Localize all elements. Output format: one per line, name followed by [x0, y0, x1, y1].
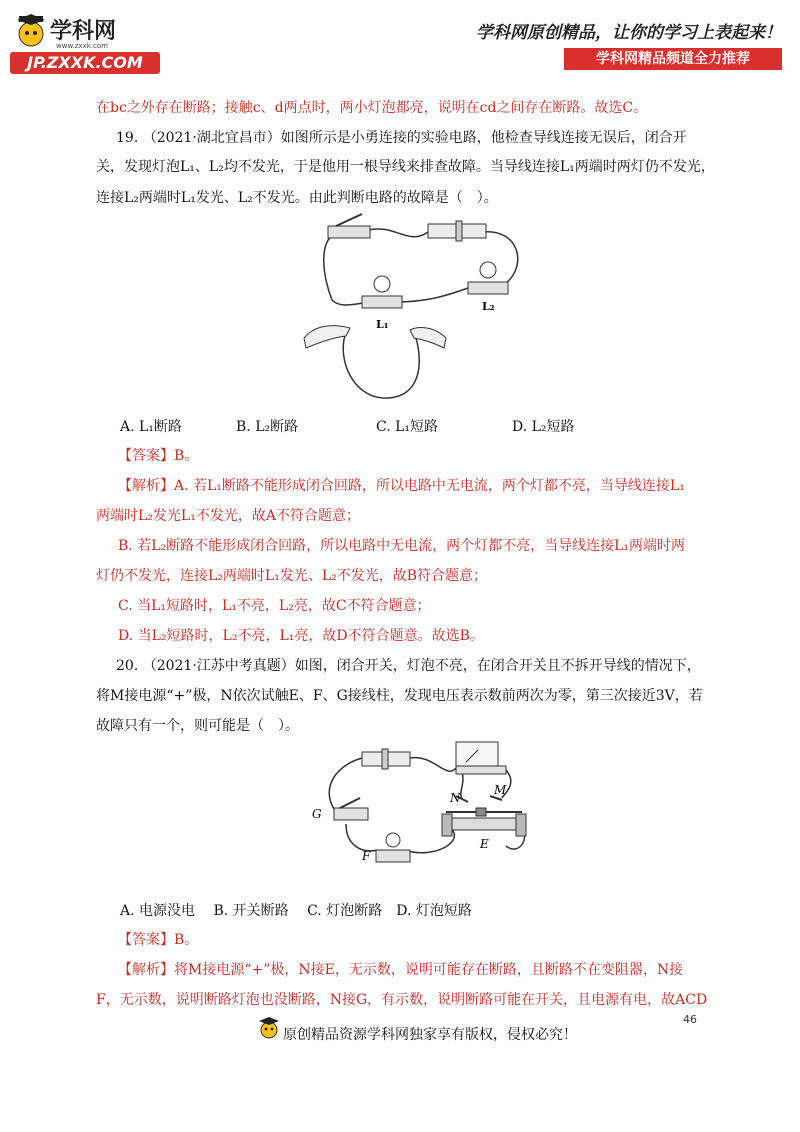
q20-explanation: F，无示数，说明断路灯泡也没断路，N接G，有示数，说明断路可能在开关，且电源有电，故ACD	[96, 992, 708, 1008]
q19-option-c: C. L₁短路	[376, 419, 439, 435]
q19-option-b: B. L₂断路	[236, 419, 299, 435]
q19-explanation: C. 当L₁短路时，L₁不亮，L₂亮，故C不符合题意；	[118, 598, 431, 614]
label-e: E	[480, 837, 489, 851]
page-number: 46	[683, 1013, 697, 1026]
logo-domain: www.zxxk.com	[56, 42, 108, 50]
circuit-figure-2	[306, 740, 534, 880]
question-20-line: 将M接电源“+”极，N依次试触E、F、G接线柱，发现电压表示数前两次为零，第三次接近3V，若	[96, 688, 703, 704]
q19-answer: 【答案】B。	[118, 448, 199, 464]
bulb-l2-label: L₂	[482, 300, 495, 313]
q19-explanation: 两端时L₂发光L₁不发光，故A不符合题意；	[96, 508, 360, 524]
question-19-line: 19. （2021·湖北宜昌市）如图所示是小勇连接的实验电路，他检查导线连接无误后，闭合开	[116, 130, 687, 146]
q19-option-d: D. L₂短路	[512, 419, 575, 435]
footer-copyright: 原创精品资源学科网独家享有版权，侵权必究！	[283, 1027, 577, 1043]
q19-explanation: 灯仍不发光，连接L₂两端时L₁发光、L₂不发光，故B符合题意；	[96, 568, 488, 584]
mascot-icon	[258, 1016, 280, 1040]
q19-option-a: A. L₁断路	[120, 419, 182, 435]
header-slogan-band: 学科网精品频道全力推荐	[564, 48, 782, 70]
q20-answer: 【答案】B。	[118, 932, 199, 948]
text-line: 在bc之外存在断路；接触c、d两点时，两小灯泡都亮，说明在cd之间存在断路。故选C。	[96, 100, 648, 116]
label-m: M	[494, 783, 507, 797]
header-slogan: 学科网原创精品，让你的学习上表起来！	[476, 23, 782, 43]
site-logo	[10, 12, 160, 78]
bulb-l1-label: L₁	[376, 318, 389, 331]
q19-explanation: 【解析】A. 若L₁断路不能形成闭合回路，所以电路中无电流，两个灯都不亮，当导线连接L₁	[118, 478, 685, 494]
q20-explanation: 【解析】将M接电源“+”极，N接E，无示数，说明可能存在断路，且断路不在变阻器，N接	[118, 962, 684, 978]
question-20-line: 故障只有一个，则可能是（ ）。	[96, 718, 299, 734]
q20-options: A. 电源没电 B. 开关断路 C. 灯泡断路 D. 灯泡短路	[120, 903, 472, 919]
mascot-icon	[14, 12, 48, 50]
q19-explanation: B. 若L₂断路不能形成闭合回路，所以电路中无电流，两个灯都不亮，当导线连接L₁两端时两	[118, 538, 686, 554]
q19-explanation: D. 当L₂短路时，L₂不亮，L₁亮，故D不符合题意。故选B。	[118, 628, 484, 644]
question-19-line: 连接L₂两端时L₁发光、L₂不发光。由此判断电路的故障是（ ）。	[96, 190, 498, 206]
label-n: N	[450, 791, 461, 805]
logo-band: JP.ZXXK.COM	[10, 52, 160, 74]
label-f: F	[362, 849, 371, 863]
label-g: G	[312, 807, 322, 821]
logo-name: 学科网	[50, 19, 117, 44]
question-19-line: 关，发现灯泡L₁、L₂均不发光，于是他用一根导线来排查故障。当导线连接L₁两端时两灯仍不发光，	[96, 159, 715, 175]
question-20-line: 20. （2021·江苏中考真题）如图，闭合开关，灯泡不亮，在闭合开关且不拆开导线的情况下，	[116, 658, 701, 674]
circuit-figure-1	[296, 210, 532, 406]
